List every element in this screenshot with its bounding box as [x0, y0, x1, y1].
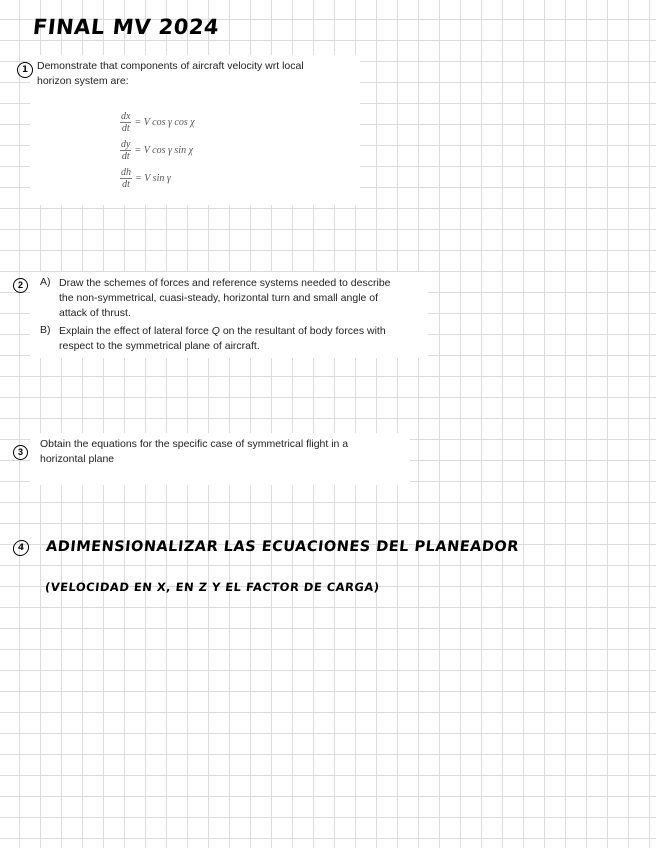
- question-2-a-text: [59, 276, 391, 321]
- question-2-b-line1: Explain the effect of lateral force Q on the resultant of body forces with: [59, 325, 386, 337]
- question-4-line1: ADIMENSIONALIZAR LAS ECUACIONES DEL PLANEADOR: [45, 539, 520, 555]
- question-3-line2: horizontal plane: [40, 453, 115, 465]
- equation-dy: $\frac{dy}{dt}$ = V cos γ sin χ: [121, 139, 193, 162]
- question-2-b-line2: respect to the symmetrical plane of aircraft.: [59, 340, 260, 352]
- question-1-number: 1: [17, 62, 33, 78]
- question-2-a-line2: the non-symmetrical, cuasi-steady, horizontal turn and small angle of: [59, 292, 379, 304]
- question-2-b-label: B): [40, 324, 51, 336]
- equation-dx: $\frac{dx}{dt}$ = V cos γ cos χ: [121, 111, 195, 134]
- question-2-number: 2: [13, 278, 28, 293]
- question-3-line1: Obtain the equations for the specific case of symmetrical flight in a: [40, 438, 349, 450]
- page-title: FINAL MV 2024: [31, 15, 221, 39]
- question-2-b-text: [59, 324, 386, 354]
- question-2-a-label: A): [40, 276, 51, 288]
- question-3-text: [40, 437, 348, 467]
- question-4-number: 4: [12, 540, 30, 556]
- question-1-line2: horizon system are:: [37, 75, 129, 87]
- question-3-number: 3: [13, 445, 28, 460]
- question-2-a-line1: Draw the schemes of forces and reference systems needed to describe: [59, 277, 391, 289]
- question-4-line2: (VELOCIDAD EN X, EN Z Y EL FACTOR DE CARGA): [44, 580, 381, 594]
- question-2-a-line3: attack of thrust.: [59, 307, 131, 319]
- question-1-text: [37, 59, 304, 89]
- question-1-line1: Demonstrate that components of aircraft velocity wrt local: [37, 60, 304, 72]
- equation-dh: $\frac{dh}{dt}$ = V sin γ: [121, 167, 171, 190]
